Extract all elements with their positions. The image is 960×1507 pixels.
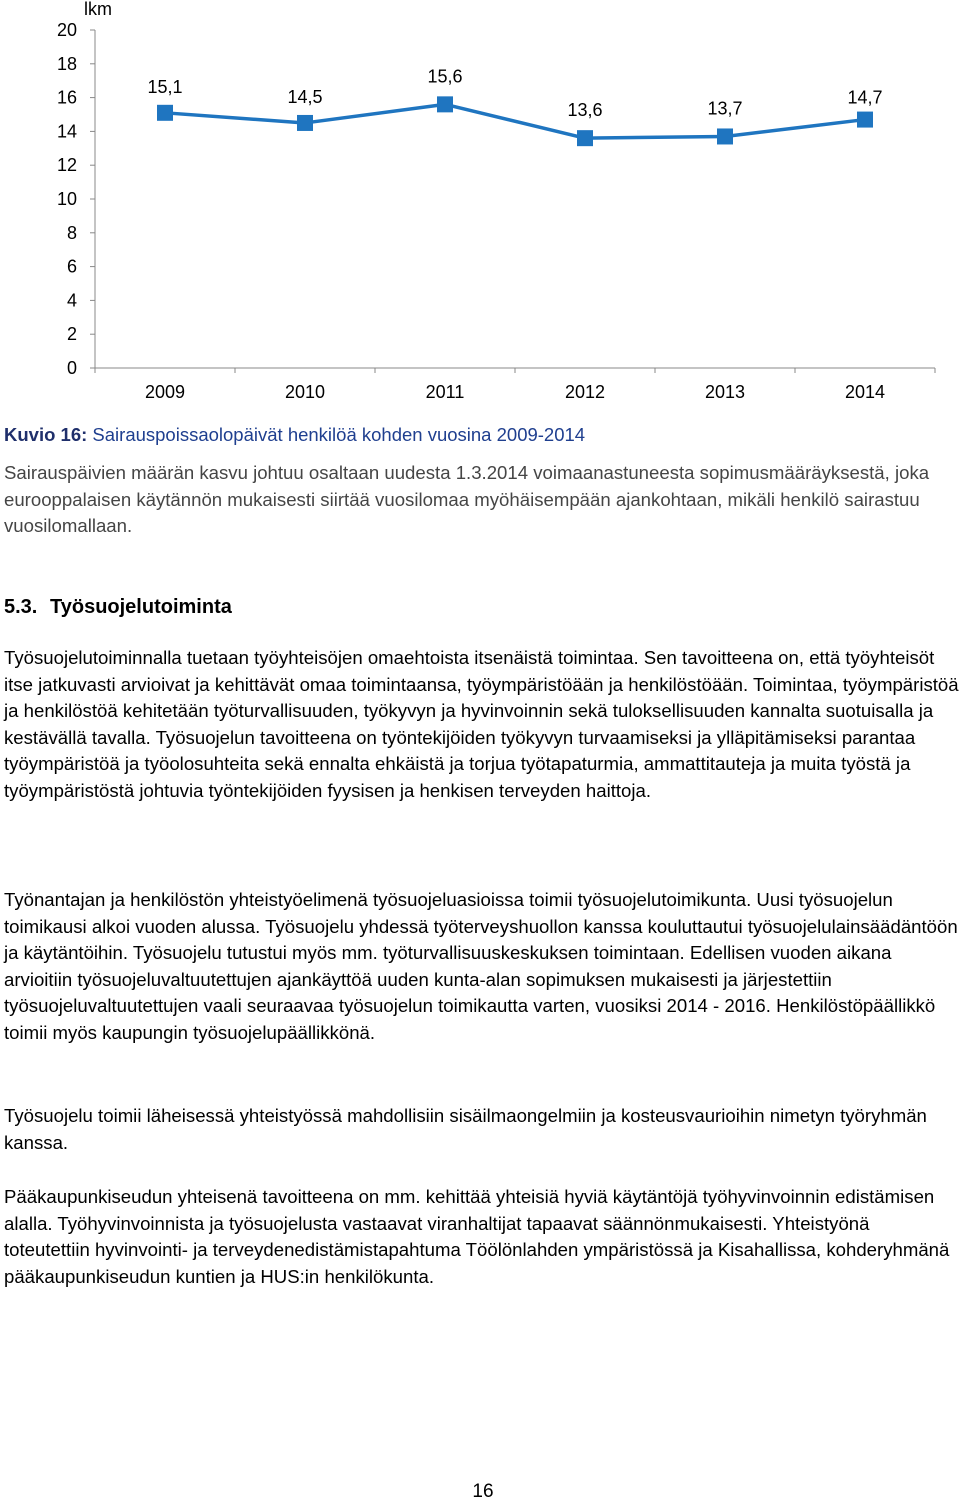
data-point	[577, 130, 593, 146]
paragraph-indoor-air: Työsuojelu toimii läheisessä yhteistyössä mahdollisiin sisäilmaongelmiin ja kosteusvaurioihin nimetyn työryhmän kanssa.	[4, 1105, 927, 1153]
paragraph-sick-days: Sairauspäivien määrän kasvu johtuu osaltaan uudesta 1.3.2014 voimaanastuneesta sopimusmääräyksestä, joka eurooppalaisen käytännön mukaisesti siirtää vuosilomaa myöhäisempään ajankohtaan, mikäli henkilö sairastuu vuosilomallaan.	[4, 462, 930, 537]
data-label: 14,5	[287, 86, 323, 107]
x-tick-label: 2012	[564, 382, 606, 402]
data-label: 15,6	[427, 66, 463, 87]
y-axis	[57, 20, 95, 378]
y-axis-label: lkm	[84, 0, 112, 19]
y-tick-label: 20	[56, 20, 77, 40]
x-tick-label: 2009	[144, 382, 186, 402]
data-point	[857, 112, 873, 128]
section-number: 5.3.	[4, 596, 38, 618]
line-chart	[0, 0, 960, 412]
x-axis	[95, 368, 935, 402]
x-tick-label: 2014	[844, 382, 886, 402]
x-tick-label: 2010	[284, 382, 326, 402]
y-tick-label: 16	[56, 87, 77, 108]
y-tick-label: 2	[66, 324, 77, 345]
page-number: 16	[472, 1481, 494, 1502]
section-title: Työsuojelutoiminta	[50, 596, 232, 618]
data-label: 13,6	[567, 100, 603, 121]
data-labels	[147, 66, 882, 120]
paragraph-metropolitan-cooperation: Pääkaupunkiseudun yhteisenä tavoitteena on mm. kehittää yhteisiä hyviä käytäntöjä työhyvinvoinnin edistämisen alalla. Työhyvinvoinnista ja työsuojelusta vastaavat viranhaltijat tapaavat säännönmukaisesti. Yhteistyönä toteutettiin hyvinvointi- ja terveydenedistämistapahtuma Töölönlahden ympäristössä ja Kisahallissa, kohderyhmänä pääkaupunkiseudun kuntien ja HUS:in henkilökunta.	[4, 1186, 950, 1287]
y-tick-label: 8	[66, 222, 77, 243]
y-tick-label: 6	[66, 256, 77, 277]
data-point	[157, 105, 173, 121]
series-line	[157, 96, 873, 146]
data-point	[297, 115, 313, 131]
caption-lead: Kuvio 16:	[4, 424, 88, 445]
y-tick-label: 0	[66, 358, 77, 378]
data-label: 13,7	[707, 98, 743, 119]
y-tick-label: 14	[56, 121, 77, 142]
y-tick-label: 10	[56, 189, 77, 209]
paragraph-safety-committee: Työnantajan ja henkilöstön yhteistyöelimenä työsuojeluasioissa toimii työsuojelutoimikunta. Uusi työsuojelun toimikausi alkoi vuoden alussa. Työsuojelu yhdessä työterveyshuollon kanssa kouluttautui työsuojelulainsäädäntöön ja käytäntöihin. Työsuojelu tutustui myös mm. työturvallisuuskeskuksen toimintaan. Edellisen vuoden aikana arvioitiin työsuojeluvaltuutettujen ajankäyttöä uuden kunta-alan sopimuksen mukaisesti ja järjestettiin työsuojeluvaltuutettujen vaali seuraavaa työsuojelun toimikautta varten, vuosiksi 2014 - 2016. Henkilöstöpäällikkö toimii myös kaupungin työsuojelupäällikkönä.	[4, 889, 958, 1043]
data-point	[437, 96, 453, 112]
x-tick-label: 2011	[425, 382, 465, 402]
data-point	[717, 128, 733, 144]
y-tick-label: 4	[66, 290, 77, 311]
figure-caption	[4, 424, 585, 446]
series-path	[165, 104, 865, 138]
data-label: 15,1	[147, 76, 183, 97]
data-label: 14,7	[847, 87, 883, 108]
x-tick-label: 2013	[704, 382, 746, 402]
caption-text: Sairauspoissaolopäivät henkilöä kohden vuosina 2009-2014	[87, 424, 586, 445]
paragraph-occupational-safety: Työsuojelutoiminnalla tuetaan työyhteisöjen omaehtoista itsenäistä toimintaa. Sen tavoitteena on, että työyhteisöt itse jatkuvasti arvioivat ja kehittävät omaa toimintaansa, työympäristöään ja henkilöstöään. Toimintaa, työympäristöä ja henkilöstöä kehitetään työturvallisuuden, työkyvyn ja hyvinvoinnin sekä tuloksellisuuden kannalta suotuisalla ja kestävällä tavalla. Työsuojelun tavoitteena on työntekijöiden työkyvyn turvaamiseksi ja ylläpitämiseksi parantaa työympäristöä ja työolosuhteita sekä ennalta ehkäistä ja torjua työtapaturmia, ammattitauteja ja muita työstä ja työympäristöstä johtuvia työntekijöiden fyysisen ja henkisen terveyden haittoja.	[4, 647, 959, 801]
y-tick-label: 12	[56, 155, 77, 176]
section-heading	[4, 596, 232, 619]
y-tick-label: 18	[56, 53, 77, 74]
